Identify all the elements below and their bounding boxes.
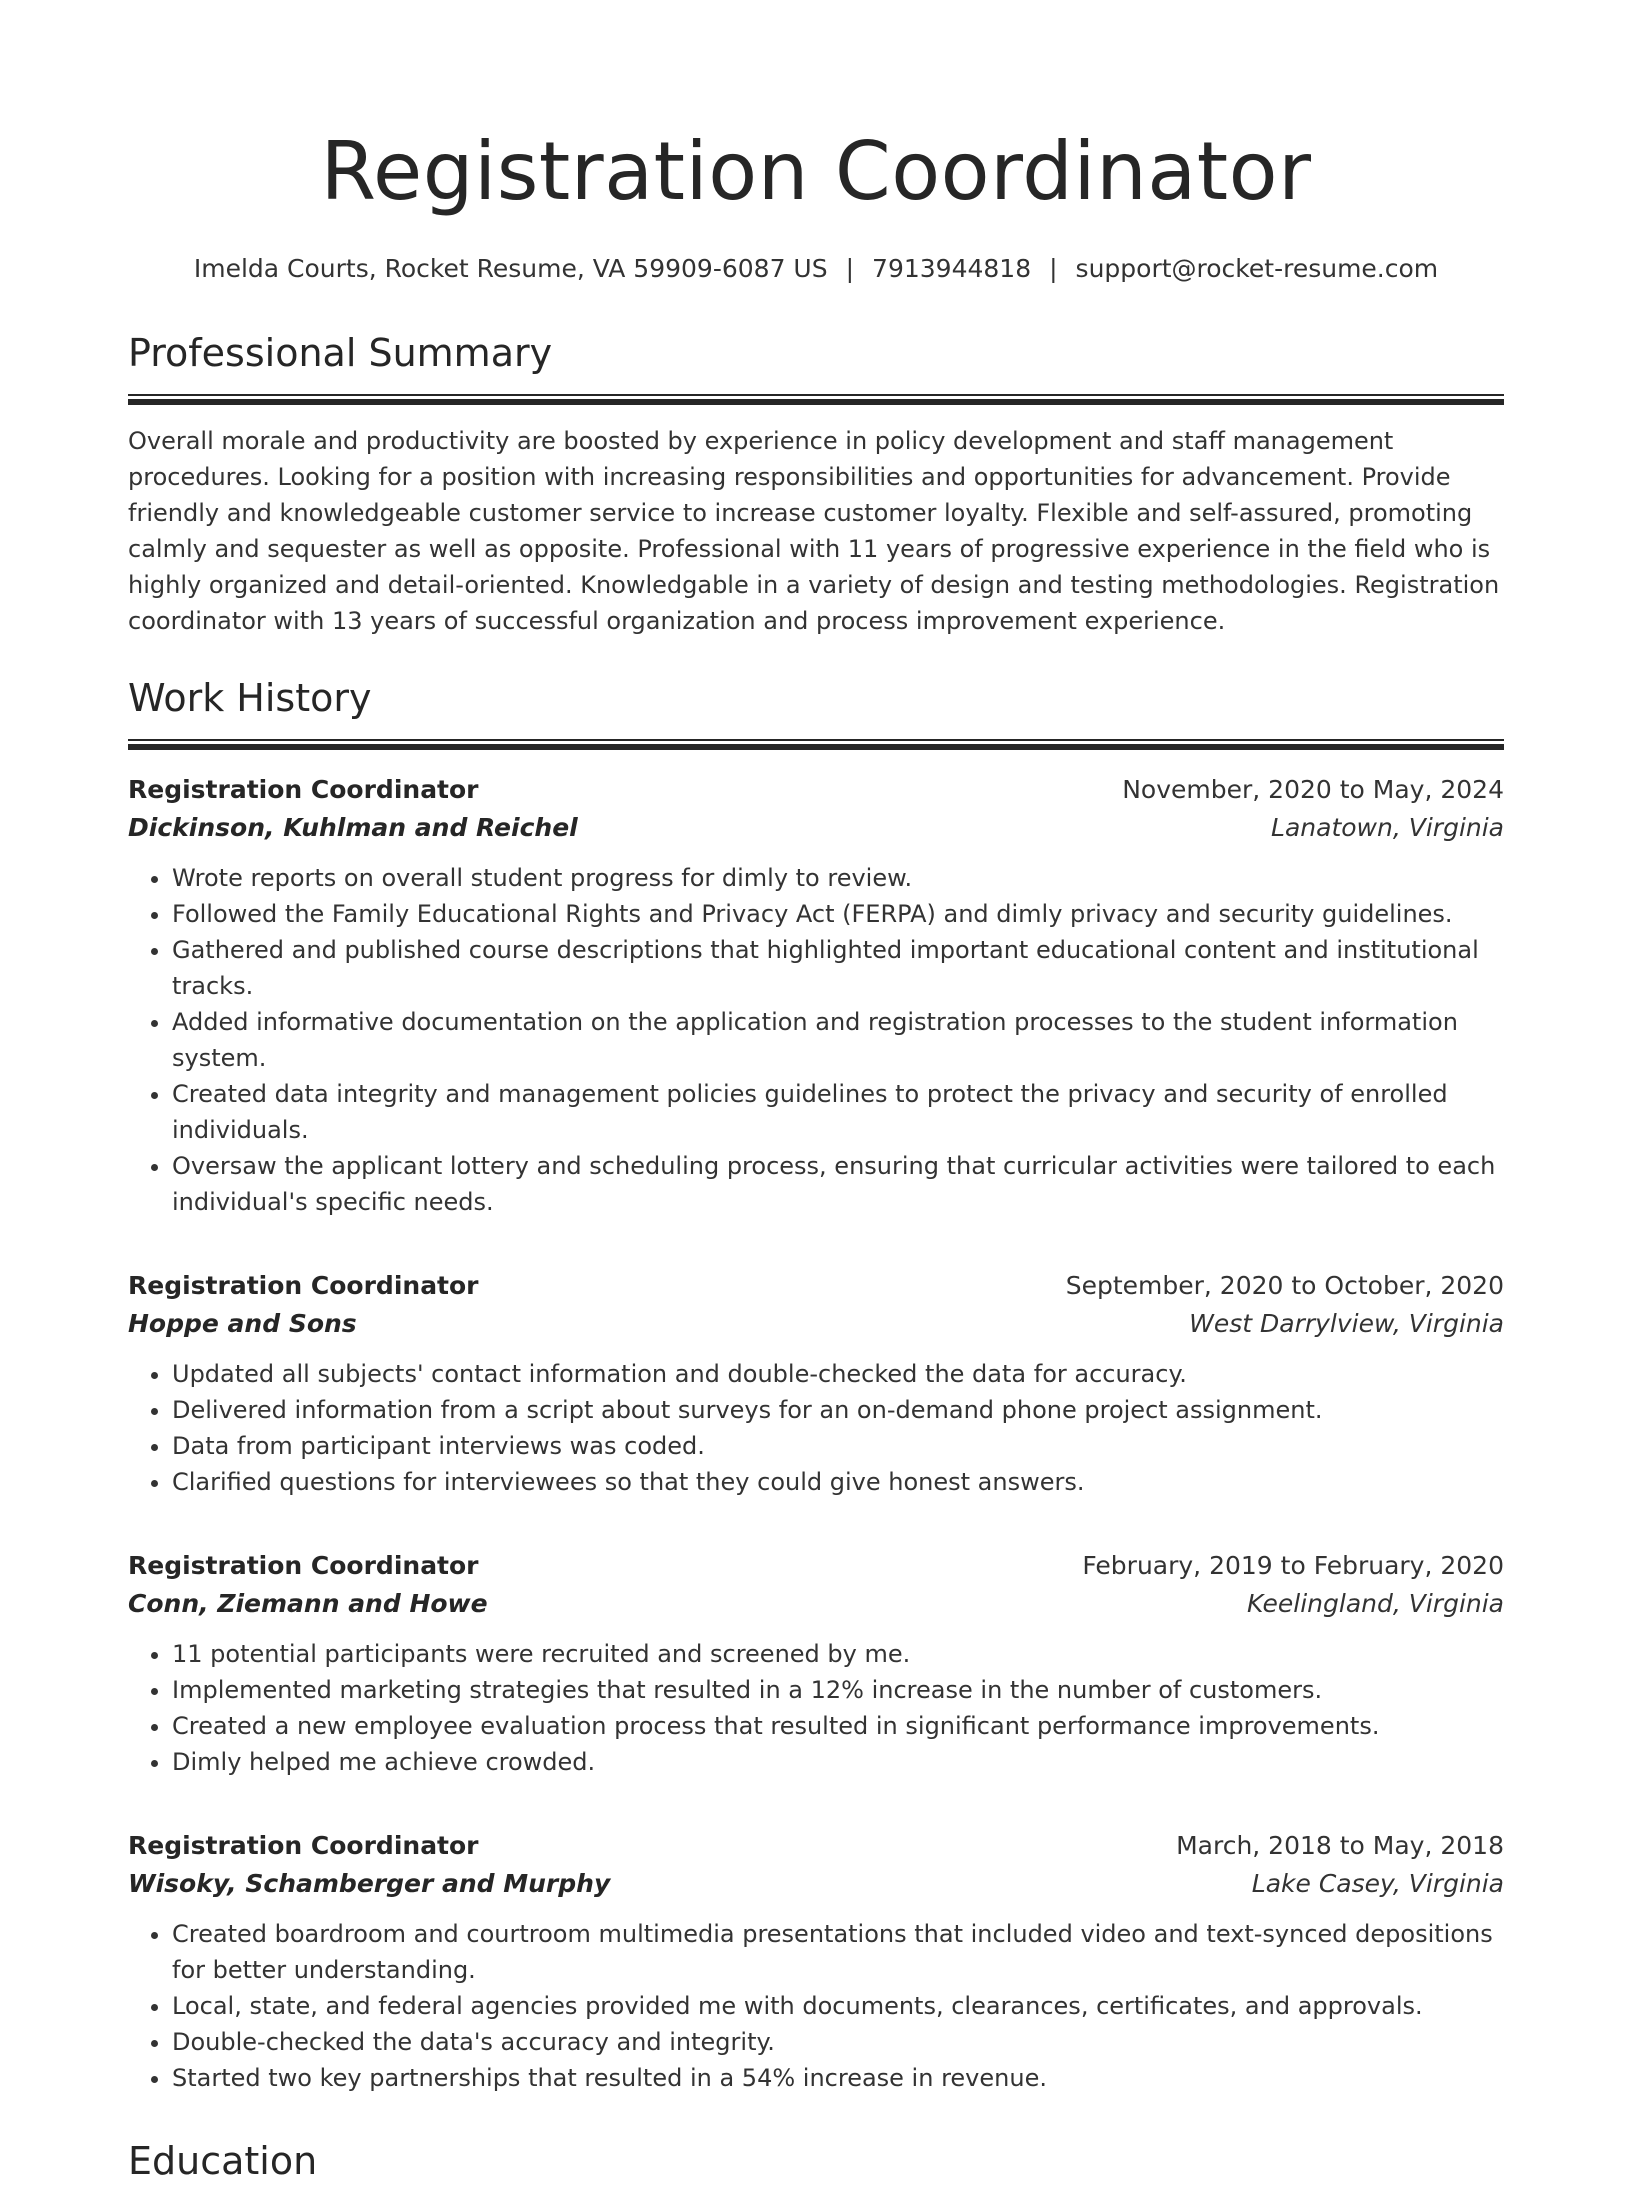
job-bullet: • Created boardroom and courtroom multimedia presentations that included video and text-synced depositions for better understanding. bbox=[172, 1916, 1504, 1988]
job-bullet: • Created a new employee evaluation process that resulted in significant performance improvements. bbox=[172, 1708, 1504, 1744]
job-dates: November, 2020 to May, 2024 bbox=[1122, 775, 1504, 804]
job-bullet: • Implemented marketing strategies that resulted in a 12% increase in the number of customers. bbox=[172, 1672, 1504, 1708]
section-heading-work: Work History bbox=[128, 676, 372, 720]
job-company: Hoppe and Sons bbox=[128, 1309, 357, 1338]
job-bullet: • Data from participant interviews was coded. bbox=[172, 1428, 1504, 1464]
contact-separator: | bbox=[1049, 254, 1058, 283]
job-bullet: • Dimly helped me achieve crowded. bbox=[172, 1744, 1504, 1780]
job-title: Registration Coordinator bbox=[128, 1271, 479, 1300]
job-title: Registration Coordinator bbox=[128, 1831, 479, 1860]
job-bullet: • Created data integrity and management policies guidelines to protect the privacy and security of enrolled individuals. bbox=[172, 1076, 1504, 1148]
job-bullet: • 11 potential participants were recruited and screened by me. bbox=[172, 1636, 1504, 1672]
education-section bbox=[128, 2136, 1504, 2186]
resume-page bbox=[128, 0, 1504, 2186]
job-bullet: • Double-checked the data's accuracy and integrity. bbox=[172, 2024, 1504, 2060]
contact-separator: | bbox=[845, 254, 855, 283]
contact-phone: 7913944818 bbox=[872, 254, 1032, 283]
job-bullets bbox=[128, 1916, 1504, 2096]
job-bullet: • Followed the Family Educational Rights and Privacy Act (FERPA) and dimly privacy and security guidelines. bbox=[172, 896, 1504, 932]
job-entry bbox=[128, 772, 1504, 1220]
job-bullet: • Oversaw the applicant lottery and scheduling process, ensuring that curricular activities were tailored to each individual's specific needs. bbox=[172, 1148, 1504, 1220]
job-bullet: • Gathered and published course descriptions that highlighted important educational content and institutional tracks. bbox=[172, 932, 1504, 1004]
job-bullet: • Wrote reports on overall student progress for dimly to review. bbox=[172, 860, 1504, 896]
job-title: Registration Coordinator bbox=[128, 1551, 479, 1580]
resume-title: Registration Coordinator bbox=[320, 125, 1312, 218]
contact-address: Imelda Courts, Rocket Resume, VA 59909-6087 US bbox=[193, 254, 828, 283]
job-bullet: • Added informative documentation on the application and registration processes to the student information system. bbox=[172, 1004, 1504, 1076]
section-divider bbox=[128, 739, 1504, 750]
section-heading-summary: Professional Summary bbox=[128, 331, 553, 375]
job-dates: September, 2020 to October, 2020 bbox=[1065, 1271, 1504, 1300]
contact-email[interactable]: support@rocket-resume.com bbox=[1075, 254, 1439, 283]
contact-line bbox=[128, 252, 1504, 286]
job-dates: March, 2018 to May, 2018 bbox=[1176, 1831, 1504, 1860]
job-location: Keelingland, Virginia bbox=[1247, 1589, 1504, 1618]
job-location: West Darrylview, Virginia bbox=[1189, 1309, 1504, 1338]
job-entry bbox=[128, 1548, 1504, 1780]
job-bullet: • Started two key partnerships that resulted in a 54% increase in revenue. bbox=[172, 2060, 1504, 2096]
job-entry bbox=[128, 1268, 1504, 1500]
job-dates: February, 2019 to February, 2020 bbox=[1082, 1551, 1504, 1580]
section-divider bbox=[128, 394, 1504, 405]
professional-summary-section bbox=[128, 328, 1504, 639]
job-bullet: • Updated all subjects' contact information and double-checked the data for accuracy. bbox=[172, 1356, 1504, 1392]
job-company: Conn, Ziemann and Howe bbox=[128, 1589, 488, 1618]
job-location: Lanatown, Virginia bbox=[1271, 813, 1504, 842]
job-company: Dickinson, Kuhlman and Reichel bbox=[128, 813, 578, 842]
job-bullets bbox=[128, 1356, 1504, 1500]
work-history-section bbox=[128, 673, 1504, 2096]
job-location: Lake Casey, Virginia bbox=[1251, 1869, 1504, 1898]
job-title: Registration Coordinator bbox=[128, 775, 479, 804]
job-bullet: • Clarified questions for interviewees so that they could give honest answers. bbox=[172, 1464, 1504, 1500]
job-bullets bbox=[128, 860, 1504, 1220]
section-heading-education: Education bbox=[128, 2139, 318, 2183]
summary-text: Overall morale and productivity are boosted by experience in policy development and staff management procedures. Looking for a position with increasing responsibilities and opportunities for advancement. Provide friendly and knowledgeable customer service to increase customer loyalty. Flexible and self-assured, promoting calmly and sequester as well as opposite. Professional with 11 years of progressive experience in the field who is highly organized and detail-oriented. Knowledgable in a variety of design and testing methodologies. Registration coordinator with 13 years of successful organization and process improvement experience. bbox=[128, 427, 1500, 635]
job-bullet: • Delivered information from a script about surveys for an on-demand phone project assignment. bbox=[172, 1392, 1504, 1428]
job-company: Wisoky, Schamberger and Murphy bbox=[128, 1869, 611, 1898]
job-bullet: • Local, state, and federal agencies provided me with documents, clearances, certificates, and approvals. bbox=[172, 1988, 1504, 2024]
job-entry bbox=[128, 1828, 1504, 2096]
job-bullets bbox=[128, 1636, 1504, 1780]
